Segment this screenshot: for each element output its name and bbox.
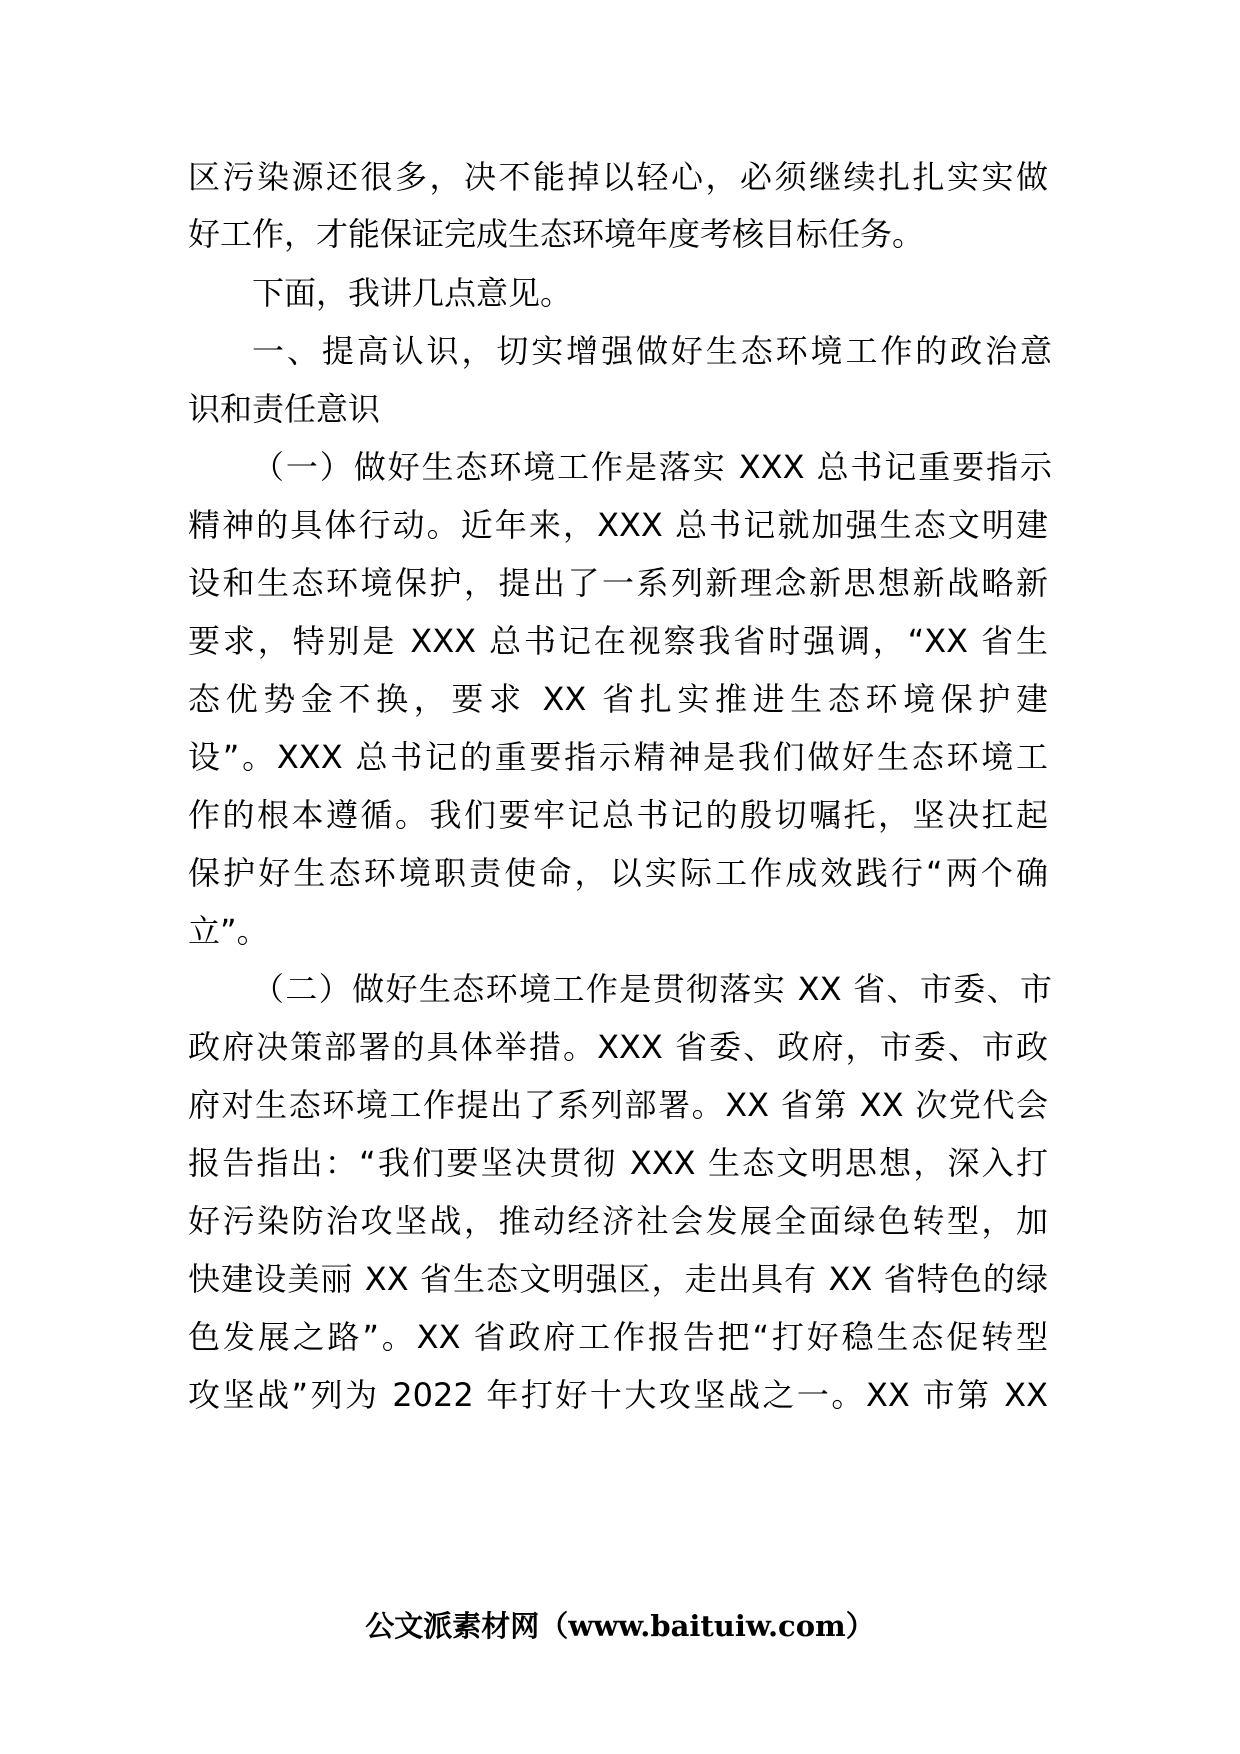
footer-watermark: 公文派素材网（www.baituiw.com） <box>365 1609 875 1643</box>
subsection-line: （二）做好生态环境工作是贯彻落实 XX 省、市委、市 <box>252 970 1052 1008</box>
body-line: 设”。XXX 总书记的重要指示精神是我们做好生态环境工 <box>188 738 1048 776</box>
body-line: 要求，特别是 XXX 总书记在视察我省时强调，“XX 省生 <box>188 622 1048 660</box>
subsection-line: （一）做好生态环境工作是落实 XXX 总书记重要指示 <box>252 448 1052 486</box>
body-line: 报告指出：“我们要坚决贯彻 XXX 生态文明思想，深入打 <box>188 1144 1048 1182</box>
body-line: 区污染源还很多，决不能掉以轻心，必须继续扎扎实实做 <box>188 158 1048 196</box>
body-line: 精神的具体行动。近年来，XXX 总书记就加强生态文明建 <box>188 506 1048 544</box>
body-line: 府对生态环境工作提出了系列部署。XX 省第 XX 次党代会 <box>188 1086 1048 1124</box>
body-line: 立”。 <box>188 912 269 950</box>
body-line: 好工作，才能保证完成生态环境年度考核目标任务。 <box>188 215 925 253</box>
body-line: 色发展之路”。XX 省政府工作报告把“打好稳生态促转型 <box>188 1318 1048 1356</box>
body-line: 快建设美丽 XX 省生态文明强区，走出具有 XX 省特色的绿 <box>188 1260 1048 1298</box>
body-line: 攻坚战”列为 2022 年打好十大攻坚战之一。XX 市第 XX <box>188 1376 1048 1414</box>
body-line: 政府决策部署的具体举措。XXX 省委、政府，市委、市政 <box>188 1028 1048 1066</box>
section-heading-continuation: 识和责任意识 <box>188 390 381 428</box>
body-line: 作的根本遵循。我们要牢记总书记的殷切嘱托，坚决扛起 <box>188 796 1048 834</box>
paragraph-line: 下面，我讲几点意见。 <box>252 274 573 312</box>
section-heading: 一、提高认识，切实增强做好生态环境工作的政治意 <box>252 332 1052 370</box>
body-line: 好污染防治攻坚战，推动经济社会发展全面绿色转型，加 <box>188 1202 1048 1240</box>
body-line: 设和生态环境保护，提出了一系列新理念新思想新战略新 <box>188 564 1048 602</box>
body-line: 保护好生态环境职责使命，以实际工作成效践行“两个确 <box>188 854 1048 892</box>
body-line: 态优势金不换，要求 XX 省扎实推进生态环境保护建 <box>188 680 1048 718</box>
